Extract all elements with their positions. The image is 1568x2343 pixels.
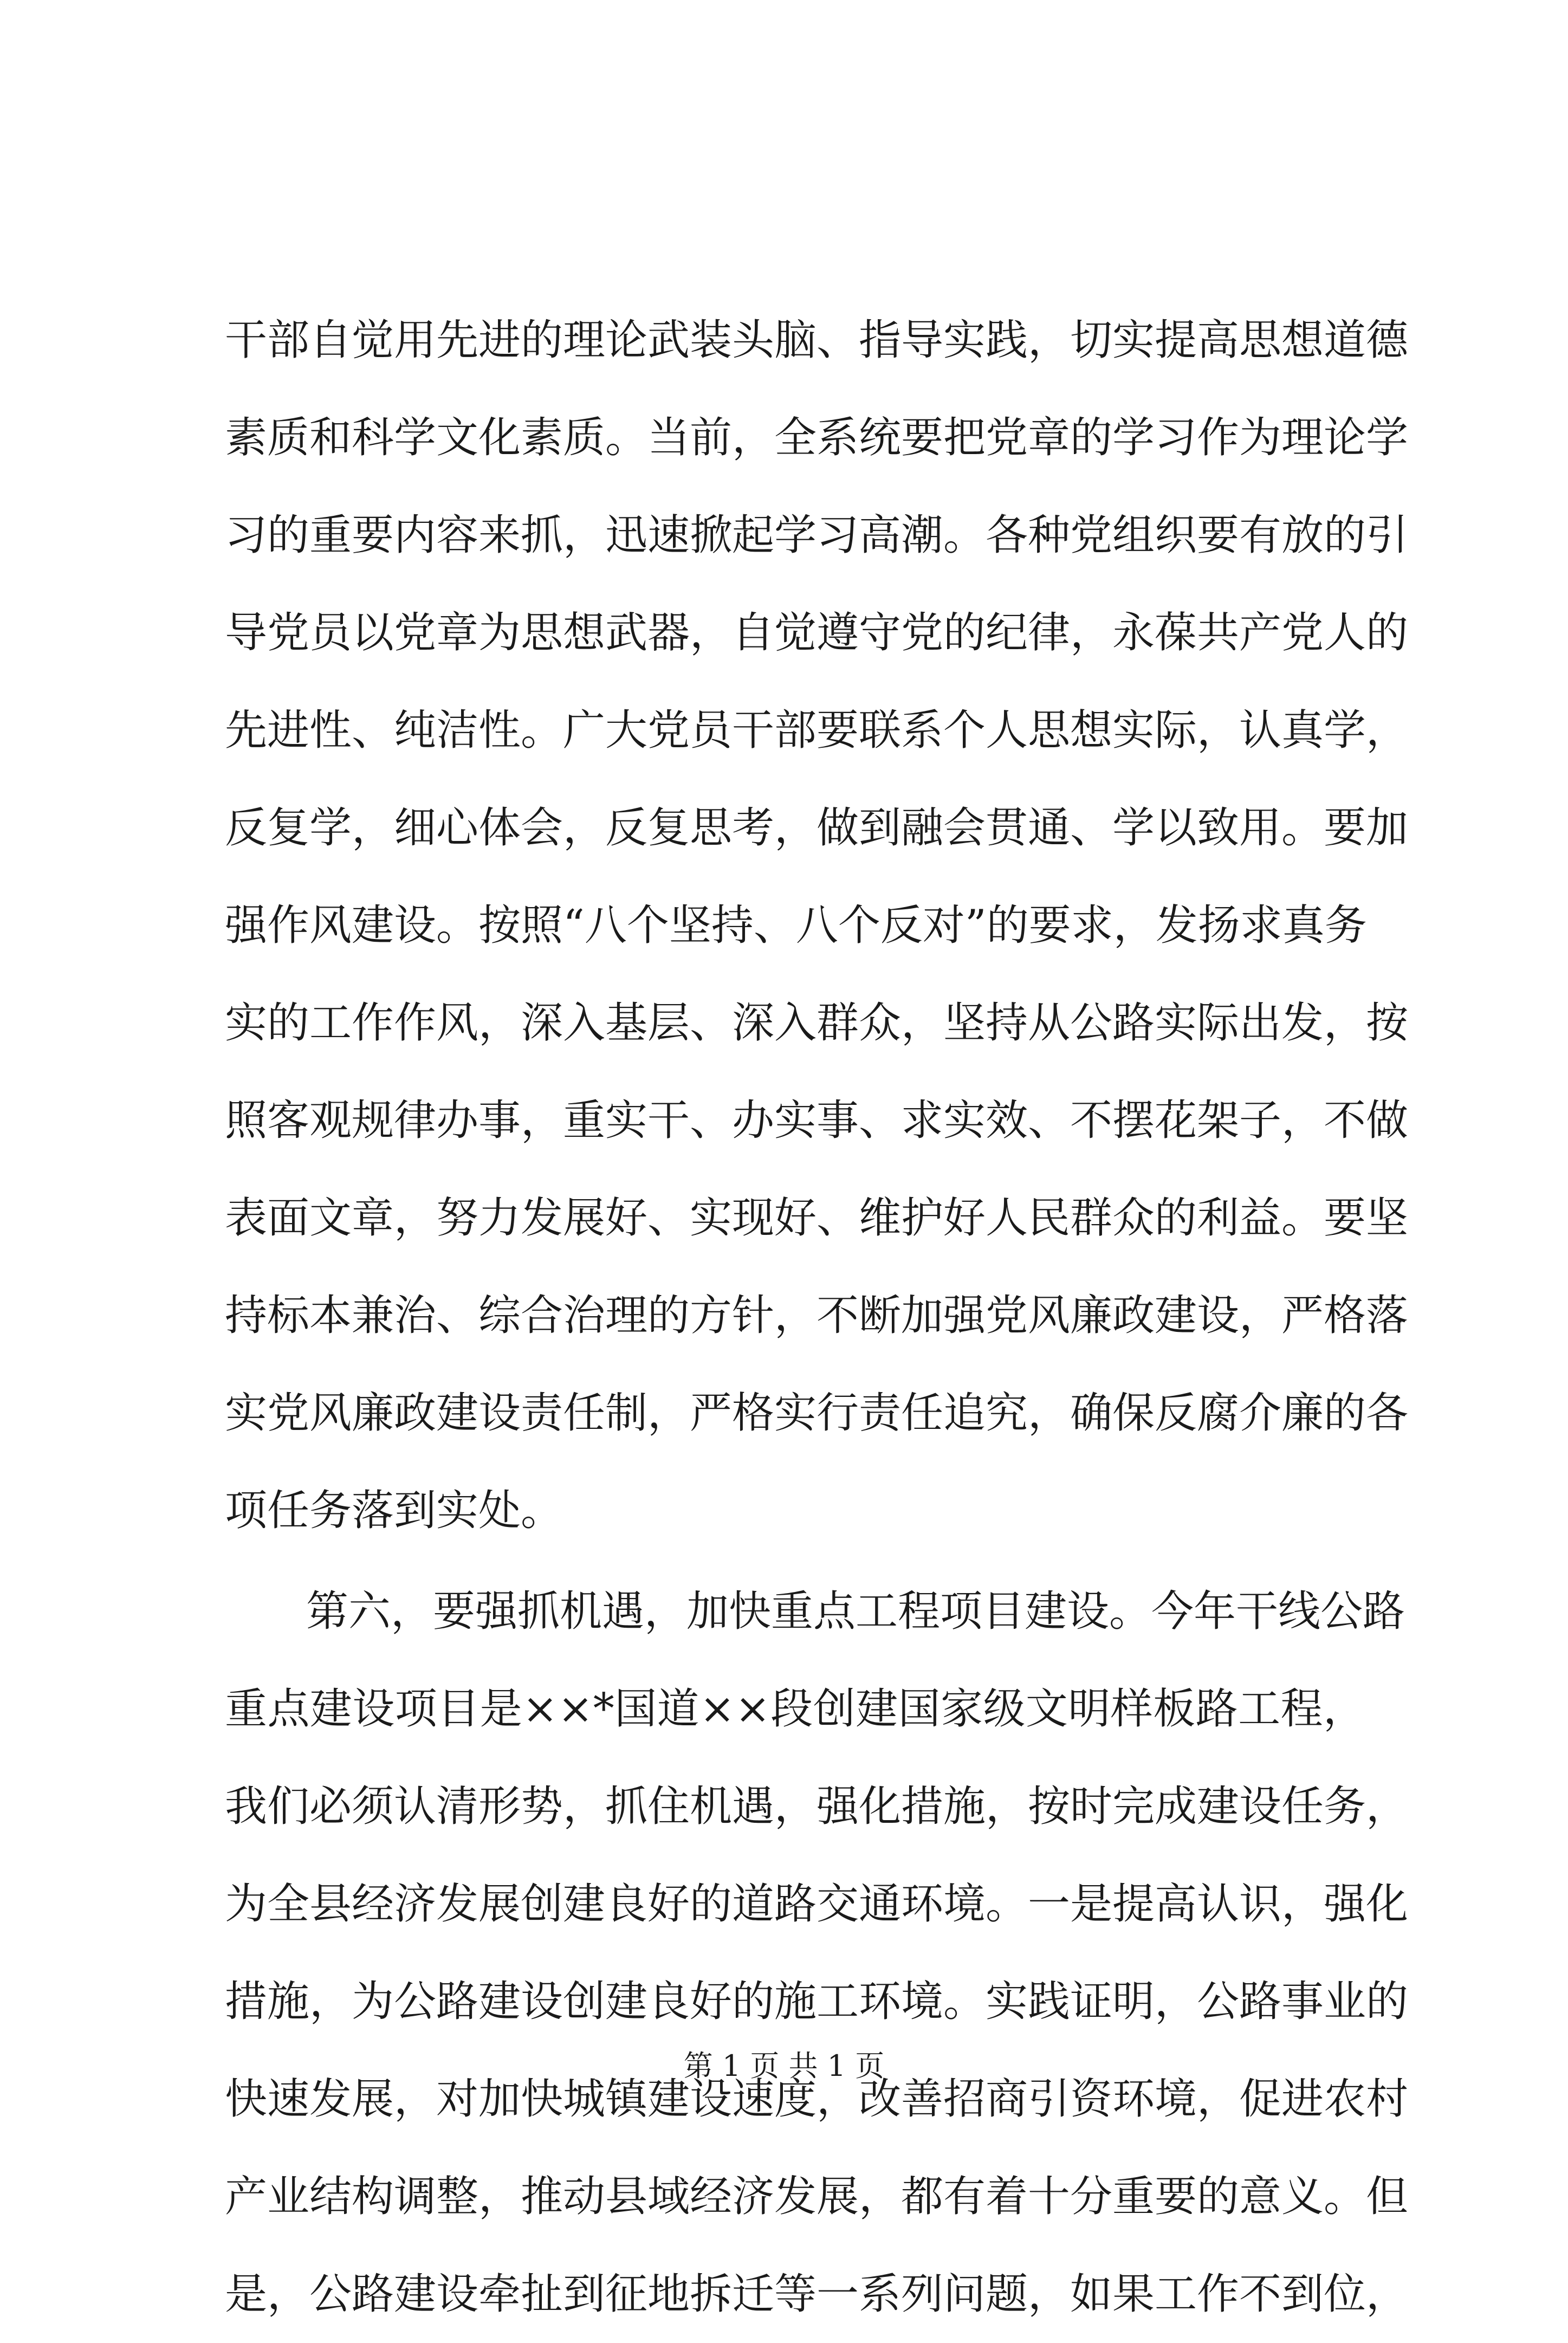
page-number-label: 第 1 页 共 1 页: [683, 2049, 885, 2083]
paragraph-1: [225, 292, 1409, 1559]
text-line: 是，公路建设牵扯到征地拆迁等一系列问题，如果工作不到位，: [225, 2270, 1409, 2319]
text-line: 措施，为公路建设创建良好的施工环境。实践证明，公路事业的: [225, 1977, 1409, 2026]
text-line: 习的重要内容来抓，迅速掀起学习高潮。各种党组织要有放的引: [225, 511, 1409, 560]
text-line: 素质和科学文化素质。当前，全系统要把党章的学习作为理论学: [225, 413, 1409, 462]
text-line: 反复学，细心体会，反复思考，做到融会贯通、学以致用。要加: [225, 804, 1409, 852]
text-line: 持标本兼治、综合治理的方针，不断加强党风廉政建设，严格落: [225, 1291, 1409, 1340]
text-line: 为全县经济发展创建良好的道路交通环境。一是提高认识，强化: [225, 1880, 1409, 1928]
text-line: 第六，要强抓机遇，加快重点工程项目建设。今年干线公路: [306, 1587, 1405, 1636]
text-line: 强作风建设。按照“八个坚持、八个反对”的要求，发扬求真务: [225, 901, 1367, 950]
text-line: 导党员以党章为思想武器，自觉遵守党的纪律，永葆共产党人的: [225, 609, 1409, 657]
text-line: 表面文章，努力发展好、实现好、维护好人民群众的利益。要坚: [225, 1194, 1409, 1242]
paragraph-2: [225, 1563, 1409, 2343]
text-line: 产业结构调整，推动县域经济发展，都有着十分重要的意义。但: [225, 2172, 1409, 2221]
text-line: 我们必须认清形势，抓住机遇，强化措施，按时完成建设任务，: [225, 1782, 1409, 1831]
text-line: 项任务落到实处。: [225, 1486, 563, 1535]
body-text: [225, 292, 1409, 2343]
text-line: 先进性、纯洁性。广大党员干部要联系个人思想实际，认真学，: [225, 706, 1409, 755]
text-line: 干部自觉用先进的理论武装头脑、指导实践，切实提高思想道德: [225, 316, 1409, 365]
text-line: 重点建设项目是××*国道××段创建国家级文明样板路工程，: [225, 1685, 1365, 1733]
text-line: 照客观规律办事，重实干、办实事、求实效、不摆花架子，不做: [225, 1096, 1409, 1145]
text-line: 快速发展，对加快城镇建设速度，改善招商引资环境，促进农村: [225, 2075, 1409, 2124]
text-line: 实党风廉政建设责任制，严格实行责任追究，确保反腐介廉的各: [225, 1389, 1409, 1438]
text-line: 实的工作作风，深入基层、深入群众，坚持从公路实际出发，按: [225, 999, 1409, 1047]
page-footer: [0, 2043, 1568, 2085]
